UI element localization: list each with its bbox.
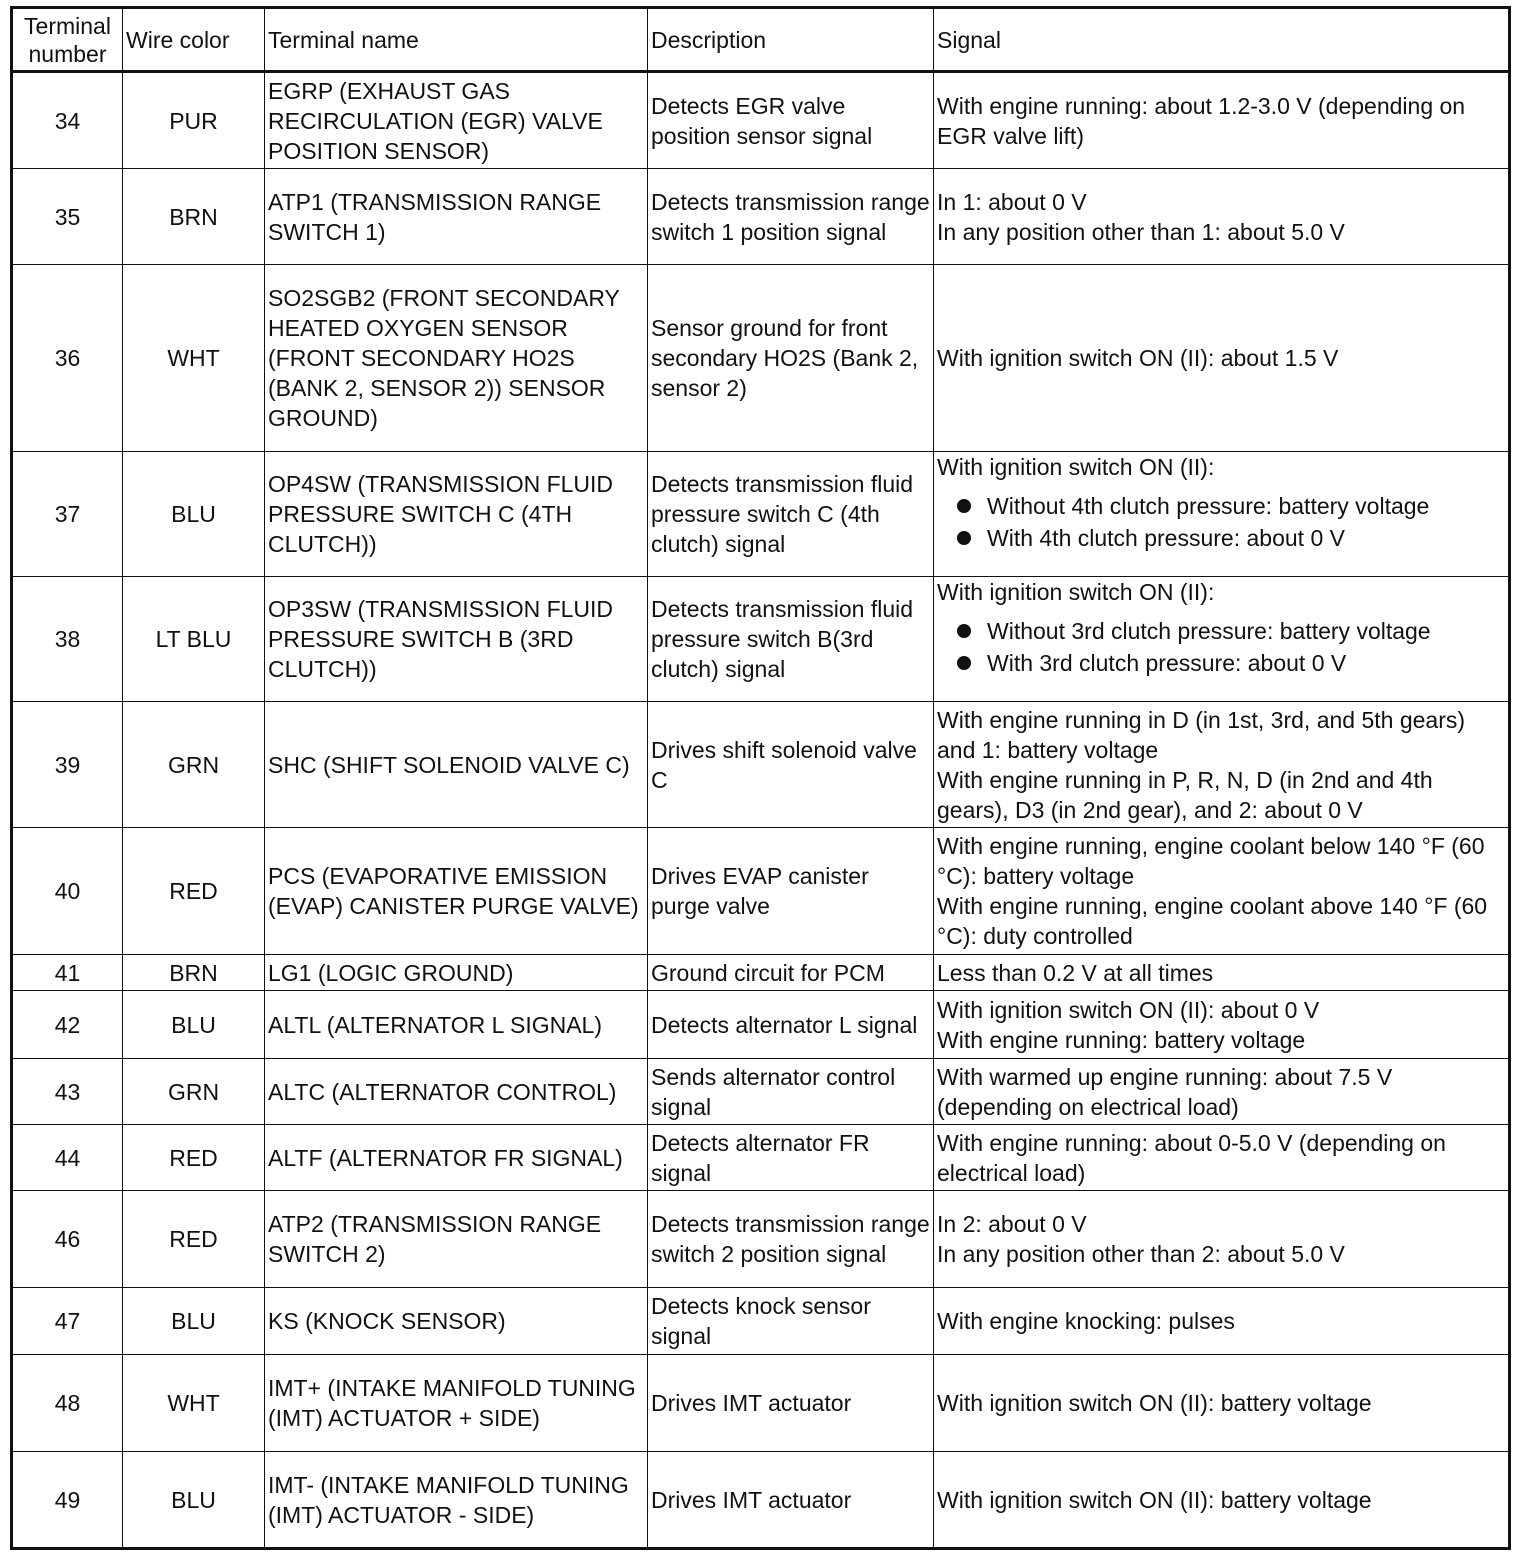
signal-line: With engine running in P, R, N, D (in 2nd and 4th gears), D3 (in 2nd gear), and 2: about 0 V [937, 766, 1433, 823]
bullet-icon [957, 531, 971, 545]
terminal-number-cell: 39 [12, 702, 123, 828]
wire-color-cell: LT BLU [123, 577, 265, 702]
signal-bullet-item [937, 522, 1505, 554]
header-signal: Signal [934, 8, 1510, 72]
signal-cell [934, 1288, 1510, 1355]
bullet-icon [957, 624, 971, 638]
table-row [12, 265, 1510, 452]
table-row [12, 828, 1510, 955]
description-cell: Drives shift solenoid valve C [648, 702, 934, 828]
signal-line: With engine running: about 1.2-3.0 V (depending on EGR valve lift) [937, 92, 1466, 149]
wire-color-cell: BLU [123, 452, 265, 577]
terminal-name-cell: IMT+ (INTAKE MANIFOLD TUNING (IMT) ACTUATOR + SIDE) [265, 1355, 648, 1452]
terminal-number-cell: 44 [12, 1125, 123, 1191]
terminal-number-cell: 43 [12, 1059, 123, 1125]
description-cell: Drives EVAP canister purge valve [648, 828, 934, 955]
wire-color-cell: PUR [123, 72, 265, 169]
wire-color-cell: BRN [123, 169, 265, 265]
terminal-number-cell: 38 [12, 577, 123, 702]
terminal-number-cell: 46 [12, 1191, 123, 1288]
signal-line: With warmed up engine running: about 7.5 V (depending on electrical load) [937, 1063, 1393, 1120]
description-cell: Detects alternator FR signal [648, 1125, 934, 1191]
terminal-number-cell: 40 [12, 828, 123, 955]
terminal-name-cell: ATP2 (TRANSMISSION RANGE SWITCH 2) [265, 1191, 648, 1288]
header-description: Description [648, 8, 934, 72]
description-cell: Detects alternator L signal [648, 991, 934, 1059]
description-cell: Detects transmission range switch 1 position signal [648, 169, 934, 265]
terminal-name-cell: SO2SGB2 (FRONT SECONDARY HEATED OXYGEN SENSOR (FRONT SECONDARY HO2S (BANK 2, SENSOR 2)) SENSOR GROUND) [265, 265, 648, 452]
signal-line: With ignition switch ON (II): [937, 579, 1215, 605]
signal-cell [934, 1355, 1510, 1452]
table-row [12, 452, 1510, 577]
terminal-number-cell: 41 [12, 955, 123, 991]
table-row [12, 169, 1510, 265]
terminal-number-cell: 34 [12, 72, 123, 169]
table-row [12, 955, 1510, 991]
signal-cell [934, 169, 1510, 265]
signal-line: With ignition switch ON (II): battery voltage [937, 1486, 1372, 1513]
wire-color-cell: BLU [123, 1452, 265, 1549]
description-cell: Drives IMT actuator [648, 1452, 934, 1549]
description-cell: Detects transmission fluid pressure switch B(3rd clutch) signal [648, 577, 934, 702]
signal-cell [934, 1191, 1510, 1288]
signal-line: With engine running: about 0-5.0 V (depending on electrical load) [937, 1129, 1446, 1186]
signal-line: In any position other than 1: about 5.0 V [937, 218, 1345, 245]
bullet-text: Without 4th clutch pressure: battery voltage [987, 493, 1430, 519]
wire-color-cell: WHT [123, 265, 265, 452]
terminal-number-cell: 36 [12, 265, 123, 452]
signal-line: Less than 0.2 V at all times [937, 959, 1214, 986]
terminal-name-cell: PCS (EVAPORATIVE EMISSION (EVAP) CANISTER PURGE VALVE) [265, 828, 648, 955]
table-row [12, 1125, 1510, 1191]
signal-line: With ignition switch ON (II): battery voltage [937, 1390, 1372, 1416]
header-wire-color: Wire color [123, 8, 265, 72]
table-row [12, 1452, 1510, 1549]
bullet-icon [957, 656, 971, 670]
signal-line: In any position other than 2: about 5.0 V [937, 1241, 1345, 1267]
wire-color-cell: GRN [123, 1059, 265, 1125]
terminal-number-cell: 37 [12, 452, 123, 577]
wire-color-cell: RED [123, 1125, 265, 1191]
description-cell: Sends alternator control signal [648, 1059, 934, 1125]
signal-line: In 1: about 0 V [937, 188, 1087, 215]
wire-color-cell: BRN [123, 955, 265, 991]
terminal-name-cell: ATP1 (TRANSMISSION RANGE SWITCH 1) [265, 169, 648, 265]
signal-cell [934, 1125, 1510, 1191]
table-body [12, 72, 1510, 1549]
signal-cell [934, 1059, 1510, 1125]
terminal-name-cell: OP3SW (TRANSMISSION FLUID PRESSURE SWITCH B (3RD CLUTCH)) [265, 577, 648, 702]
signal-cell [934, 828, 1510, 955]
terminal-name-cell: ALTF (ALTERNATOR FR SIGNAL) [265, 1125, 648, 1191]
terminal-name-cell: OP4SW (TRANSMISSION FLUID PRESSURE SWITCH C (4TH CLUTCH)) [265, 452, 648, 577]
bullet-text: With 4th clutch pressure: about 0 V [987, 525, 1345, 551]
signal-cell [934, 991, 1510, 1059]
description-cell: Ground circuit for PCM [648, 955, 934, 991]
table-row [12, 1191, 1510, 1288]
signal-bullet-item [937, 615, 1505, 647]
terminal-table [10, 6, 1511, 1550]
table-row [12, 991, 1510, 1059]
bullet-text: With 3rd clutch pressure: about 0 V [987, 650, 1347, 676]
signal-cell [934, 577, 1510, 702]
terminal-name-cell: SHC (SHIFT SOLENOID VALVE C) [265, 702, 648, 828]
signal-bullet-item [937, 490, 1505, 522]
signal-cell [934, 72, 1510, 169]
terminal-number-cell: 35 [12, 169, 123, 265]
signal-cell [934, 702, 1510, 828]
signal-line: With engine running in D (in 1st, 3rd, and 5th gears) and 1: battery voltage [937, 706, 1466, 763]
table-row [12, 1288, 1510, 1355]
signal-line: In 2: about 0 V [937, 1211, 1087, 1237]
terminal-name-cell: IMT- (INTAKE MANIFOLD TUNING (IMT) ACTUATOR - SIDE) [265, 1452, 648, 1549]
header-row [12, 8, 1510, 72]
table-row [12, 577, 1510, 702]
header-terminal-number: Terminal number [12, 8, 123, 72]
wire-color-cell: BLU [123, 1288, 265, 1355]
signal-line: With engine running: battery voltage [937, 1026, 1306, 1053]
table-row [12, 72, 1510, 169]
header-terminal-name: Terminal name [265, 8, 648, 72]
bullet-text: Without 3rd clutch pressure: battery voltage [987, 618, 1431, 644]
wire-color-cell: WHT [123, 1355, 265, 1452]
signal-line: With engine running, engine coolant below 140 °F (60 °C): battery voltage [937, 833, 1485, 889]
signal-bullet-list [937, 490, 1505, 554]
terminal-number-cell: 49 [12, 1452, 123, 1549]
signal-line: With ignition switch ON (II): about 0 V [937, 996, 1320, 1023]
wire-color-cell: RED [123, 1191, 265, 1288]
signal-line: With engine knocking: pulses [937, 1308, 1235, 1334]
description-cell: Detects transmission range switch 2 position signal [648, 1191, 934, 1288]
page [10, 6, 1511, 1550]
description-cell: Detects transmission fluid pressure switch C (4th clutch) signal [648, 452, 934, 577]
signal-cell [934, 265, 1510, 452]
signal-bullet-item [937, 647, 1505, 679]
terminal-name-cell: ALTC (ALTERNATOR CONTROL) [265, 1059, 648, 1125]
signal-line: With engine running, engine coolant above 140 °F (60 °C): duty controlled [937, 893, 1488, 949]
terminal-name-cell: KS (KNOCK SENSOR) [265, 1288, 648, 1355]
signal-cell [934, 452, 1510, 577]
description-cell: Detects EGR valve position sensor signal [648, 72, 934, 169]
signal-cell [934, 955, 1510, 991]
signal-line: With ignition switch ON (II): about 1.5 V [937, 345, 1339, 371]
terminal-number-cell: 48 [12, 1355, 123, 1452]
wire-color-cell: BLU [123, 991, 265, 1059]
terminal-name-cell: ALTL (ALTERNATOR L SIGNAL) [265, 991, 648, 1059]
description-cell: Detects knock sensor signal [648, 1288, 934, 1355]
wire-color-cell: RED [123, 828, 265, 955]
description-cell: Sensor ground for front secondary HO2S (Bank 2, sensor 2) [648, 265, 934, 452]
terminal-number-cell: 47 [12, 1288, 123, 1355]
table-row [12, 1059, 1510, 1125]
wire-color-cell: GRN [123, 702, 265, 828]
table-row [12, 702, 1510, 828]
description-cell: Drives IMT actuator [648, 1355, 934, 1452]
terminal-number-cell: 42 [12, 991, 123, 1059]
terminal-name-cell: LG1 (LOGIC GROUND) [265, 955, 648, 991]
bullet-icon [957, 499, 971, 513]
signal-line: With ignition switch ON (II): [937, 454, 1215, 480]
table-row [12, 1355, 1510, 1452]
signal-cell [934, 1452, 1510, 1549]
signal-bullet-list [937, 615, 1505, 679]
terminal-name-cell: EGRP (EXHAUST GAS RECIRCULATION (EGR) VALVE POSITION SENSOR) [265, 72, 648, 169]
